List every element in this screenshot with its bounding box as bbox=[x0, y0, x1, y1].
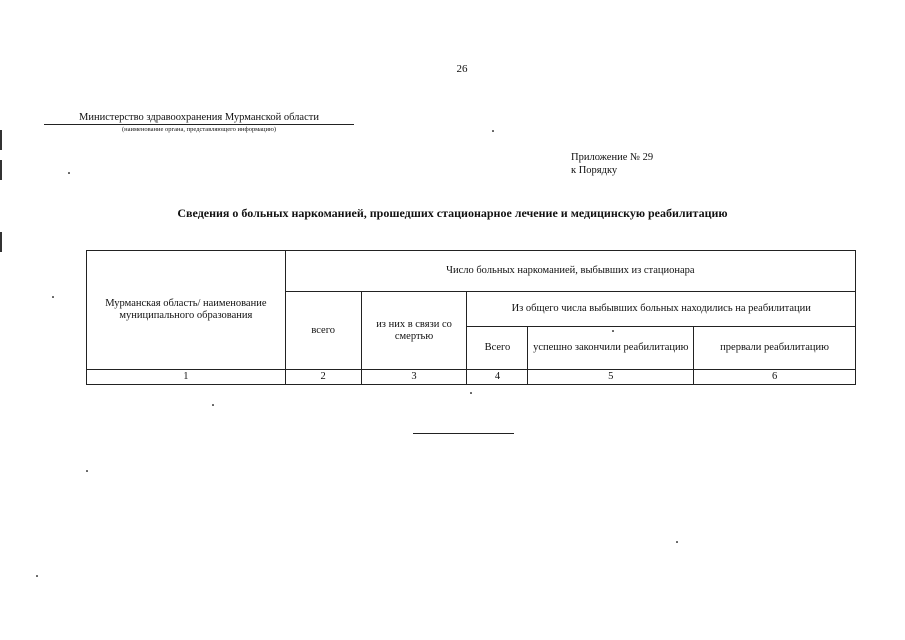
header-total: всего bbox=[285, 292, 361, 370]
column-number-cell: 1 bbox=[87, 370, 286, 385]
report-table bbox=[86, 250, 856, 385]
header-rehab-total: Всего bbox=[467, 327, 528, 370]
header-rehab-interrupted: прервали реабилитацию bbox=[694, 327, 856, 370]
appendix-number: Приложение № 29 bbox=[571, 152, 654, 163]
scan-speck bbox=[212, 404, 214, 406]
header-discharged-group: Число больных наркоманией, выбывших из стационара bbox=[285, 251, 855, 292]
scan-speck bbox=[68, 172, 70, 174]
organization-caption: (наименование органа, представляющего информацию) bbox=[121, 126, 277, 133]
scan-speck bbox=[86, 470, 88, 472]
appendix-reference: к Порядку bbox=[571, 165, 618, 176]
column-number-cell: 5 bbox=[528, 370, 694, 385]
organization-header bbox=[44, 112, 354, 133]
scan-margin-mark bbox=[0, 160, 2, 180]
column-number-cell: 3 bbox=[361, 370, 467, 385]
scan-speck bbox=[36, 575, 38, 577]
scan-margin-mark bbox=[0, 232, 2, 252]
scan-speck bbox=[676, 541, 678, 543]
column-number-cell: 2 bbox=[285, 370, 361, 385]
document-title: Сведения о больных наркоманией, прошедших стационарное лечение и медицинскую реабилитацию bbox=[177, 206, 728, 220]
scan-speck bbox=[470, 392, 472, 394]
page-number: 26 bbox=[456, 63, 468, 75]
appendix-note bbox=[571, 151, 653, 177]
header-region: Мурманская область/ наименование муниципального образования bbox=[87, 251, 286, 370]
column-number-cell: 6 bbox=[694, 370, 856, 385]
header-rehab-group: Из общего числа выбывших больных находились на реабилитации bbox=[467, 292, 856, 327]
scan-margin-mark bbox=[0, 130, 2, 150]
organization-name: Министерство здравоохранения Мурманской области bbox=[44, 112, 354, 125]
header-rehab-completed: успешно закончили реабилитацию bbox=[528, 327, 694, 370]
scan-speck bbox=[612, 330, 614, 332]
scan-speck bbox=[52, 296, 54, 298]
scan-speck bbox=[492, 130, 494, 132]
end-divider-line bbox=[413, 433, 514, 434]
header-deaths: из них в связи со смертью bbox=[361, 292, 467, 370]
column-number-cell: 4 bbox=[467, 370, 528, 385]
